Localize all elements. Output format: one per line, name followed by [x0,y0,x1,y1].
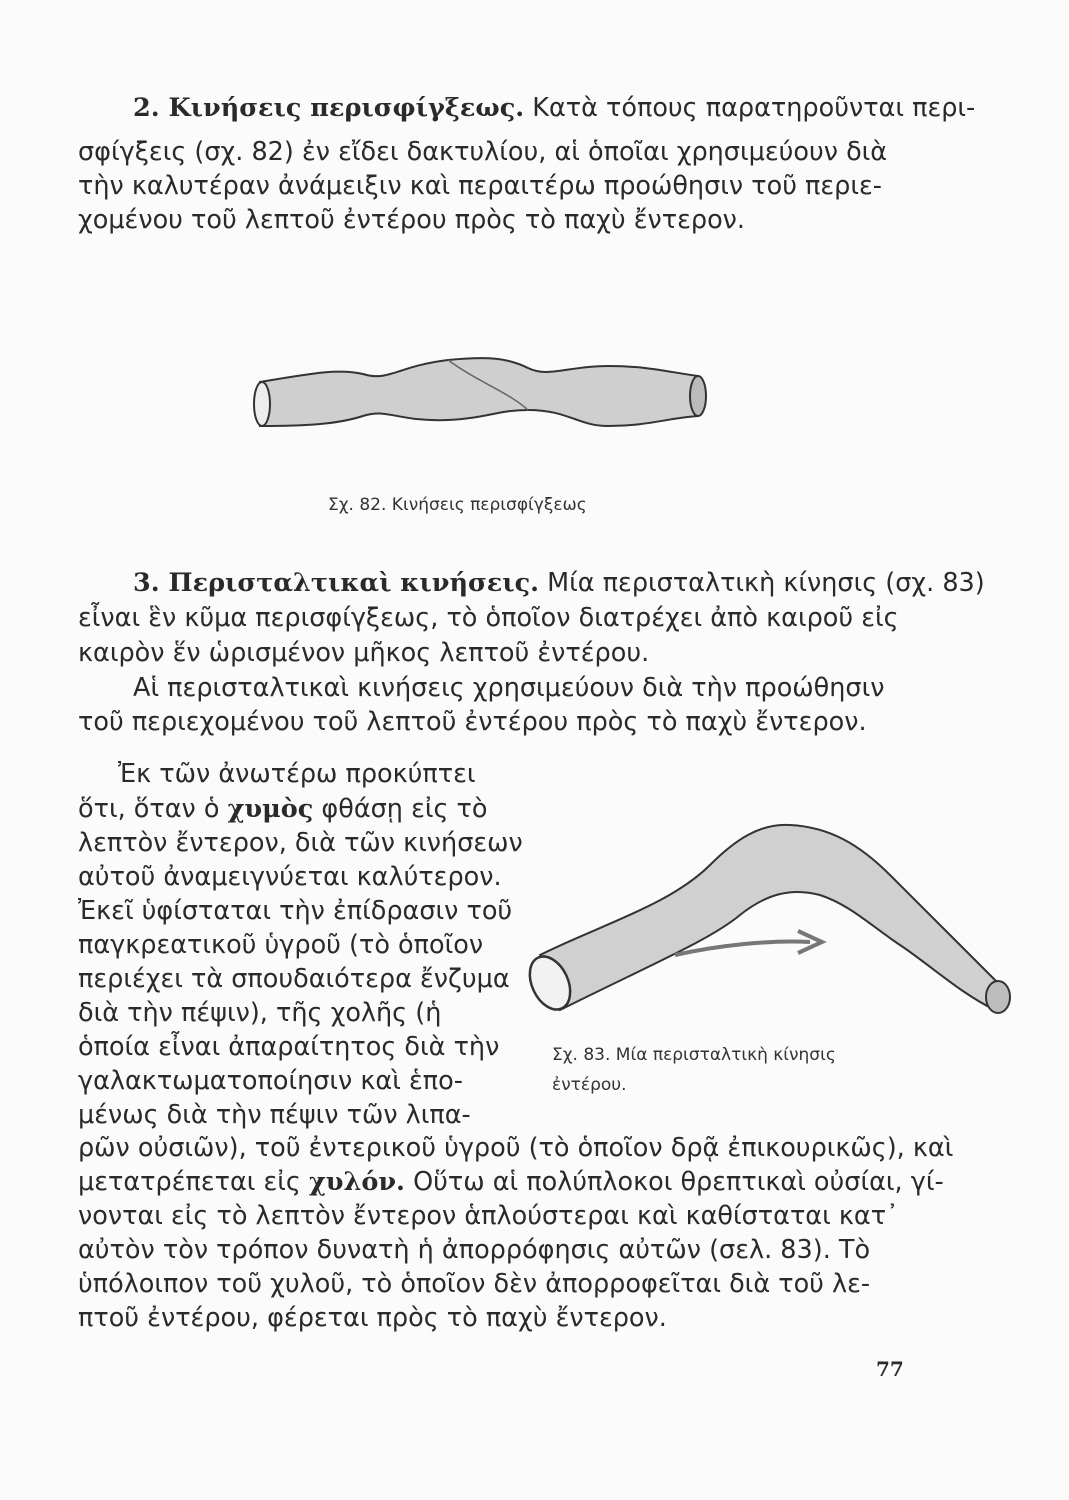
section-2-line-3: τὴν καλυτέραν ἀνάμειξιν καὶ περαιτέρω προώθησιν τοῦ περιε- [78,171,882,201]
section-3-line-4: Αἱ περισταλτικαὶ κινήσεις χρησιμεύουν διὰ τὴν προώθησιν [133,673,885,703]
figure-82-caption: Σχ. 82. Κινήσεις περισφίγξεως [328,495,587,515]
paragraph-line-17: πτοῦ ἐντέρου, φέρεται πρὸς τὸ παχὺ ἔντερον. [78,1303,667,1333]
section-2-line-2: σφίγξεις (σχ. 82) ἐν εἴδει δακτυλίου, αἱ ὁποῖαι χρησιμεύουν διὰ [78,137,888,167]
section-3-line-5: τοῦ περιεχομένου τοῦ λεπτοῦ ἐντέρου πρὸς τὸ παχὺ ἔντερον. [78,707,867,737]
paragraph-line-13: μετατρέπεται εἰς χυλόν. Οὕτω αἱ πολύπλοκοι θρεπτικαὶ οὐσίαι, γί- [78,1167,944,1197]
section-2-line-4: χομένου τοῦ λεπτοῦ ἐντέρου πρὸς τὸ παχὺ ἔντερον. [78,205,746,235]
paragraph-line-16: ὑπόλοιπον τοῦ χυλοῦ, τὸ ὁποῖον δὲν ἀπορροφεῖται διὰ τοῦ λε- [78,1269,871,1299]
paragraph-line-4: αὐτοῦ ἀναμειγνύεται καλύτερον. [78,862,502,892]
paragraph-line-8: διὰ τὴν πέψιν), τῆς χολῆς (ἡ [78,998,442,1028]
paragraph-line-12: ρῶν οὐσιῶν), τοῦ ἐντερικοῦ ὑγροῦ (τὸ ὁποῖον δρᾷ ἐπικουρικῶς), καὶ [78,1133,954,1163]
section-2-line-1 [133,92,975,124]
section-3-heading: 3. Περισταλτικαὶ κινήσεις. [133,568,540,598]
paragraph-line-2: ὅτι, ὅταν ὁ χυμὸς φθάσῃ εἰς τὸ [78,794,488,824]
figure-83-caption-line-2: ἐντέρου. [552,1075,627,1095]
section-2-text: Κατὰ τόπους παρατηροῦνται περι- [532,93,976,123]
section-2-heading: 2. Κινήσεις περισφίγξεως. [133,93,525,123]
paragraph-line-1: Ἐκ τῶν ἀνωτέρω προκύπτει [118,759,476,789]
page-number: 77 [876,1357,904,1381]
paragraph-line-5: Ἐκεῖ ὑφίσταται τὴν ἐπίδρασιν τοῦ [78,896,513,926]
paragraph-line-3: λεπτὸν ἔντερον, διὰ τῶν κινήσεων [78,828,523,858]
paragraph-line-7: περιέχει τὰ σπουδαιότερα ἔνζυμα [78,964,510,994]
paragraph-line-15: αὐτὸν τὸν τρόπον δυνατὴ ἡ ἀπορρόφησις αὐτῶν (σελ. 83). Τὸ [78,1235,871,1265]
figure-82-constriction-diagram [248,352,718,452]
figure-83-caption-line-1: Σχ. 83. Μία περισταλτικὴ κίνησις [552,1045,836,1065]
paragraph-line-10: γαλακτωματοποίησιν καὶ ἑπο- [78,1066,463,1096]
term-chylon: χυλόν. [309,1167,405,1197]
section-3-line-1 [133,567,985,599]
section-3-text: Μία περισταλτικὴ κίνησις (σχ. 83) [547,568,985,598]
paragraph-line-9: ὁποία εἶναι ἀπαραίτητος διὰ τὴν [78,1032,500,1062]
term-chymos: χυμὸς [227,794,314,824]
figure-83-peristalsis-diagram [520,815,1020,1025]
paragraph-line-14: νονται εἰς τὸ λεπτὸν ἔντερον ἁπλούστεραι καὶ καθίσταται κατ᾽ [78,1201,899,1231]
section-3-line-2: εἶναι ἓν κῦμα περισφίγξεως, τὸ ὁποῖον διατρέχει ἀπὸ καιροῦ εἰς [78,603,899,633]
paragraph-line-11: μένως διὰ τὴν πέψιν τῶν λιπα- [78,1100,471,1130]
section-3-line-3: καιρὸν ἕν ὡρισμένον μῆκος λεπτοῦ ἐντέρου. [78,638,650,668]
paragraph-line-6: παγκρεατικοῦ ὑγροῦ (τὸ ὁποῖον [78,930,484,960]
